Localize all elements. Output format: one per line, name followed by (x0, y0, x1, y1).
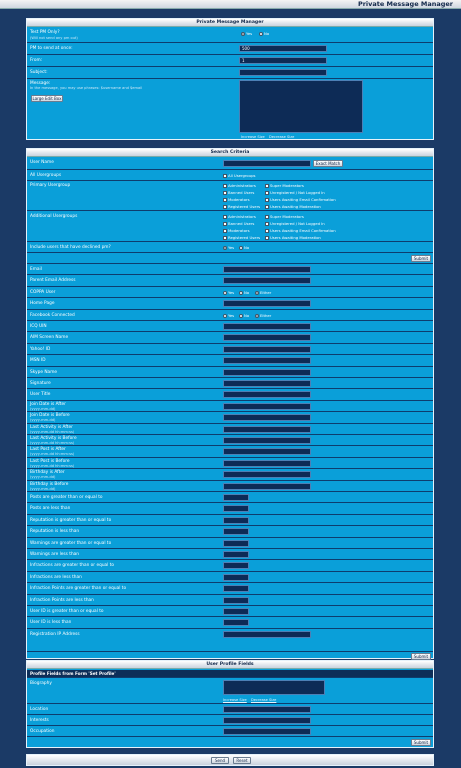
search-field-label: User ID is less than (30, 620, 72, 626)
search-field-input[interactable] (223, 619, 249, 626)
search-field-label: Last Post is After (30, 447, 66, 453)
search-field-row (27, 491, 433, 502)
biography-textarea[interactable] (223, 680, 325, 695)
send-at-once-input[interactable]: 500 (239, 45, 327, 52)
search-field-label: Last Activity is Before (30, 436, 77, 441)
primary-usergroup-label: Primary Usergroup (30, 183, 71, 188)
all-usergroups-row (27, 169, 433, 180)
include-declined-row (27, 241, 433, 252)
profile-panel-title: User Profile Fields (27, 661, 433, 669)
search-field-label: Last Post is Before (30, 458, 70, 464)
search-field-label: ICQ UIN (30, 324, 47, 329)
search-field-input[interactable] (223, 574, 249, 581)
message-sub: In the message, you may use phrases: $username and $email (30, 86, 143, 90)
additional-usergroups-label: Additional Usergroups (30, 214, 78, 219)
radio-icon (241, 32, 245, 36)
checkbox-icon (223, 236, 227, 240)
search-field-sublabel: (yyyy-mm-dd) (30, 486, 56, 491)
search-field-input[interactable] (223, 460, 311, 467)
profile-submit-row (27, 736, 433, 748)
search-field-label: Facebook Connected (30, 312, 75, 318)
primary-group-administrators[interactable]: Administrators (223, 183, 256, 188)
submit-row-bottom (27, 651, 433, 660)
test-pm-row (27, 28, 433, 42)
search-field-row (27, 354, 433, 365)
search-field-label: Posts are greater than or equal to (30, 495, 103, 500)
occupation-label: Occupation (30, 729, 55, 734)
interests-input[interactable] (223, 717, 311, 724)
search-field-label: Posts are less than (30, 506, 71, 512)
checkbox-icon (265, 236, 269, 240)
search-field-label: Warnings are greater than or equal to (30, 540, 112, 546)
search-field-label: Yahoo! ID (30, 346, 51, 352)
search-field-label: Infraction Points are greater than or equal to (30, 586, 127, 592)
search-field-label: Email (30, 267, 42, 272)
search-field-row (27, 297, 433, 308)
include-declined-label: Include users that have declined pm? (30, 245, 111, 250)
message-label: Message: (30, 81, 51, 86)
search-field-label: Infractions are less than (30, 574, 82, 580)
bio-increase-size-link[interactable]: Increase Size (223, 698, 247, 702)
search-field-sublabel: (yyyy-mm-dd) (30, 475, 56, 480)
send-button[interactable]: Send (211, 757, 229, 764)
primary-group-unregistered[interactable]: Unregistered / Not Logged In (265, 190, 325, 195)
additional-usergroups-row (27, 210, 433, 241)
search-field-row (27, 616, 433, 627)
search-field-input[interactable] (223, 585, 249, 592)
additional-group-banned[interactable]: Banned Users (223, 221, 254, 226)
coppa-either-option[interactable]: Either (255, 290, 271, 295)
radio-icon (223, 291, 227, 295)
checkbox-icon (265, 198, 269, 202)
search-field-row (27, 605, 433, 616)
checkbox-icon (265, 191, 269, 195)
primary-usergroup-row (27, 180, 433, 210)
increase-size-link[interactable]: Increase Size (241, 135, 265, 139)
search-field-input[interactable] (223, 403, 311, 410)
search-panel-title: Search Criteria (27, 149, 433, 157)
user-name-label: User Name (30, 160, 54, 165)
search-field-label: Infraction Points are less than (30, 597, 94, 603)
profile-subhead: Profile Fields from Form 'Set Profile' (27, 670, 433, 677)
primary-group-super-moderators[interactable]: Super Moderators (265, 183, 304, 188)
search-field-label: Last Activity is After (30, 424, 73, 430)
search-field-row (27, 525, 433, 536)
search-field-label: Birthday is Before (30, 481, 69, 487)
primary-group-registered[interactable]: Registered Users (223, 204, 260, 209)
submit-button-top[interactable]: Submit (411, 255, 431, 262)
decrease-size-link[interactable]: Decrease Size (269, 135, 295, 139)
search-field-input[interactable] (223, 414, 311, 421)
search-field-input[interactable] (223, 631, 311, 638)
search-field-input[interactable] (223, 334, 311, 341)
large-edit-box-button[interactable]: Large Edit Box (32, 96, 62, 101)
search-field-label: User Title (30, 392, 51, 398)
additional-group-moderators[interactable]: Moderators (223, 228, 250, 233)
additional-group-registered[interactable]: Registered Users (223, 235, 260, 240)
message-textarea[interactable] (239, 80, 363, 133)
search-panel (26, 148, 434, 659)
radio-icon (255, 291, 259, 295)
all-usergroups-option[interactable]: All Usergroups (223, 173, 256, 178)
search-field-row (27, 377, 433, 388)
search-field-sublabel: (yyyy-mm-dd hh:mm:ss) (30, 463, 75, 468)
user-name-row (27, 158, 433, 169)
search-field-input[interactable] (223, 357, 311, 364)
search-field-row (27, 274, 433, 285)
search-field-label: Reputation is less than (30, 529, 80, 535)
search-field-label: Home Page (30, 301, 55, 307)
search-field-label: Signature (30, 381, 51, 386)
search-field-row (27, 434, 433, 445)
search-field-input[interactable] (223, 380, 311, 387)
search-field-row (27, 343, 433, 354)
primary-group-email-confirm[interactable]: Users Awaiting Email Confirmation (265, 197, 336, 202)
search-field-input[interactable] (223, 505, 249, 512)
search-field-input[interactable] (223, 437, 311, 444)
user-name-input[interactable] (223, 160, 311, 167)
search-field-sublabel: (yyyy-mm-dd) (30, 406, 56, 411)
radio-icon (255, 314, 259, 318)
test-pm-yes[interactable]: Yes (241, 31, 252, 36)
facebook-either-option[interactable]: Either (255, 313, 271, 318)
search-field-row (27, 263, 433, 274)
search-field-input[interactable] (223, 391, 311, 398)
checkbox-icon (223, 174, 227, 178)
search-field-input[interactable] (223, 608, 249, 615)
search-field-input[interactable] (223, 277, 311, 284)
search-field-label: Reputation is greater than or equal to (30, 517, 112, 523)
search-field-input[interactable] (223, 562, 249, 569)
additional-group-administrators[interactable]: Administrators (223, 214, 256, 219)
search-field-row (27, 468, 433, 479)
interests-row (27, 714, 433, 725)
exact-match-button[interactable]: Exact Match (313, 160, 343, 167)
search-field-label: Join Date is After (30, 401, 66, 407)
search-field-row (27, 366, 433, 377)
all-usergroups-label: All Usergroups (30, 173, 62, 178)
primary-group-awaiting-moderation[interactable]: Users Awaiting Moderation (265, 204, 321, 209)
radio-icon (259, 32, 263, 36)
bio-decrease-size-link[interactable]: Decrease Size (251, 698, 277, 702)
checkbox-icon (223, 229, 227, 233)
test-pm-label: Test PM Only? (30, 30, 60, 35)
interests-label: Interests (30, 718, 49, 723)
search-field-row (27, 582, 433, 593)
checkbox-icon (265, 184, 269, 188)
search-field-row (27, 388, 433, 399)
radio-icon (223, 314, 227, 318)
subject-label: Subject: (30, 70, 48, 75)
facebook-yes-option[interactable]: Yes (223, 313, 234, 318)
search-field-input[interactable] (223, 471, 311, 478)
search-field-row (27, 480, 433, 491)
occupation-row (27, 725, 433, 736)
search-field-input[interactable] (223, 551, 249, 558)
search-field-row (27, 457, 433, 468)
checkbox-icon (223, 222, 227, 226)
reset-button[interactable]: Reset (233, 757, 251, 764)
search-field-input[interactable] (223, 426, 311, 433)
pm-panel-title: Private Message Manager (27, 19, 433, 27)
include-declined-no[interactable]: No (239, 245, 249, 250)
checkbox-icon (223, 184, 227, 188)
checkbox-icon (265, 222, 269, 226)
biography-label: Biography (30, 681, 52, 686)
search-field-row (27, 559, 433, 570)
radio-icon (239, 314, 243, 318)
biography-row (27, 677, 433, 703)
search-field-input[interactable] (223, 266, 311, 273)
search-field-row (27, 445, 433, 456)
search-field-input[interactable] (223, 300, 311, 307)
search-field-label: Skype Name (30, 369, 58, 375)
submit-button-bottom[interactable]: Submit (411, 653, 431, 660)
search-field-sublabel: (yyyy-mm-dd) (30, 418, 56, 423)
search-field-label: Birthday is After (30, 470, 65, 476)
occupation-input[interactable] (223, 728, 311, 735)
location-label: Location (30, 707, 49, 712)
search-field-row (27, 628, 433, 639)
search-field-row (27, 537, 433, 548)
search-field-input[interactable] (223, 369, 311, 376)
facebook-no-option[interactable]: No (239, 313, 249, 318)
subject-row (27, 66, 433, 78)
search-field-label: COPPA User (30, 289, 56, 295)
coppa-yes-option[interactable]: Yes (223, 290, 234, 295)
search-field-row (27, 594, 433, 605)
additional-group-super-moderators[interactable]: Super Moderators (265, 214, 304, 219)
search-field-row (27, 571, 433, 582)
search-field-row (27, 286, 433, 297)
search-field-row (27, 423, 433, 434)
primary-group-moderators[interactable]: Moderators (223, 197, 250, 202)
search-field-row (27, 400, 433, 411)
search-field-input[interactable] (223, 528, 249, 535)
checkbox-icon (265, 215, 269, 219)
search-field-row (27, 320, 433, 331)
search-field-input[interactable] (223, 483, 311, 490)
radio-icon (239, 246, 243, 250)
search-field-row (27, 309, 433, 320)
location-row (27, 703, 433, 714)
top-bar-title: Private Message Manager (357, 0, 453, 8)
checkbox-icon (223, 215, 227, 219)
primary-group-banned[interactable]: Banned Users (223, 190, 254, 195)
search-field-input[interactable] (223, 323, 311, 330)
message-row (27, 78, 433, 140)
radio-icon (239, 291, 243, 295)
submit-row-top (27, 252, 433, 263)
search-field-label: AIM Screen Name (30, 335, 69, 341)
checkbox-icon (223, 191, 227, 195)
checkbox-icon (223, 198, 227, 202)
search-field-input[interactable] (223, 346, 311, 353)
search-field-row (27, 411, 433, 422)
search-field-label: Parent Email Address (30, 278, 76, 284)
footer-panel (26, 754, 434, 766)
test-pm-no[interactable]: No (259, 31, 269, 36)
coppa-no-option[interactable]: No (239, 290, 249, 295)
additional-group-unregistered[interactable]: Unregistered / Not Logged In (265, 221, 325, 226)
additional-group-email-confirm[interactable]: Users Awaiting Email Confirmation (265, 228, 336, 233)
send-at-once-row (27, 42, 433, 54)
search-field-label: Infractions are greater than or equal to (30, 563, 115, 569)
search-field-sublabel: (yyyy-mm-dd hh:mm:ss) (30, 441, 75, 445)
send-at-once-label: PM to send at once: (30, 46, 73, 51)
search-field-sublabel: (yyyy-mm-dd hh:mm:ss) (30, 452, 75, 457)
search-field-label: MSN ID (30, 358, 46, 364)
search-field-label: User ID is greater than or equal to (30, 609, 104, 614)
subject-input[interactable] (239, 69, 327, 76)
profile-submit-button[interactable]: Submit (411, 739, 431, 746)
search-field-row (27, 514, 433, 525)
search-field-input[interactable] (223, 517, 249, 524)
search-field-input[interactable] (223, 448, 311, 455)
search-field-row (27, 331, 433, 342)
radio-icon (223, 246, 227, 250)
pm-panel (26, 18, 434, 140)
location-input[interactable] (223, 706, 311, 713)
search-field-row (27, 548, 433, 559)
from-input[interactable]: 1 (239, 57, 327, 64)
checkbox-icon (265, 205, 269, 209)
search-field-label: Warnings are less than (30, 552, 80, 557)
top-bar (0, 0, 461, 9)
search-field-row (27, 502, 433, 513)
checkbox-icon (223, 205, 227, 209)
search-field-label: Join Date is Before (30, 413, 70, 419)
search-field-label: Registration IP Address (30, 631, 80, 637)
test-pm-sub: (Will not send any pm out) (30, 36, 78, 40)
search-field-sublabel: (yyyy-mm-dd hh:mm:ss) (30, 429, 75, 434)
search-field-input[interactable] (223, 494, 249, 501)
from-label: From: (30, 58, 43, 63)
include-declined-yes[interactable]: Yes (223, 245, 234, 250)
profile-panel (26, 660, 434, 748)
additional-group-awaiting-moderation[interactable]: Users Awaiting Moderation (265, 235, 321, 240)
search-field-input[interactable] (223, 540, 249, 547)
checkbox-icon (265, 229, 269, 233)
from-row (27, 54, 433, 66)
search-field-input[interactable] (223, 597, 249, 604)
